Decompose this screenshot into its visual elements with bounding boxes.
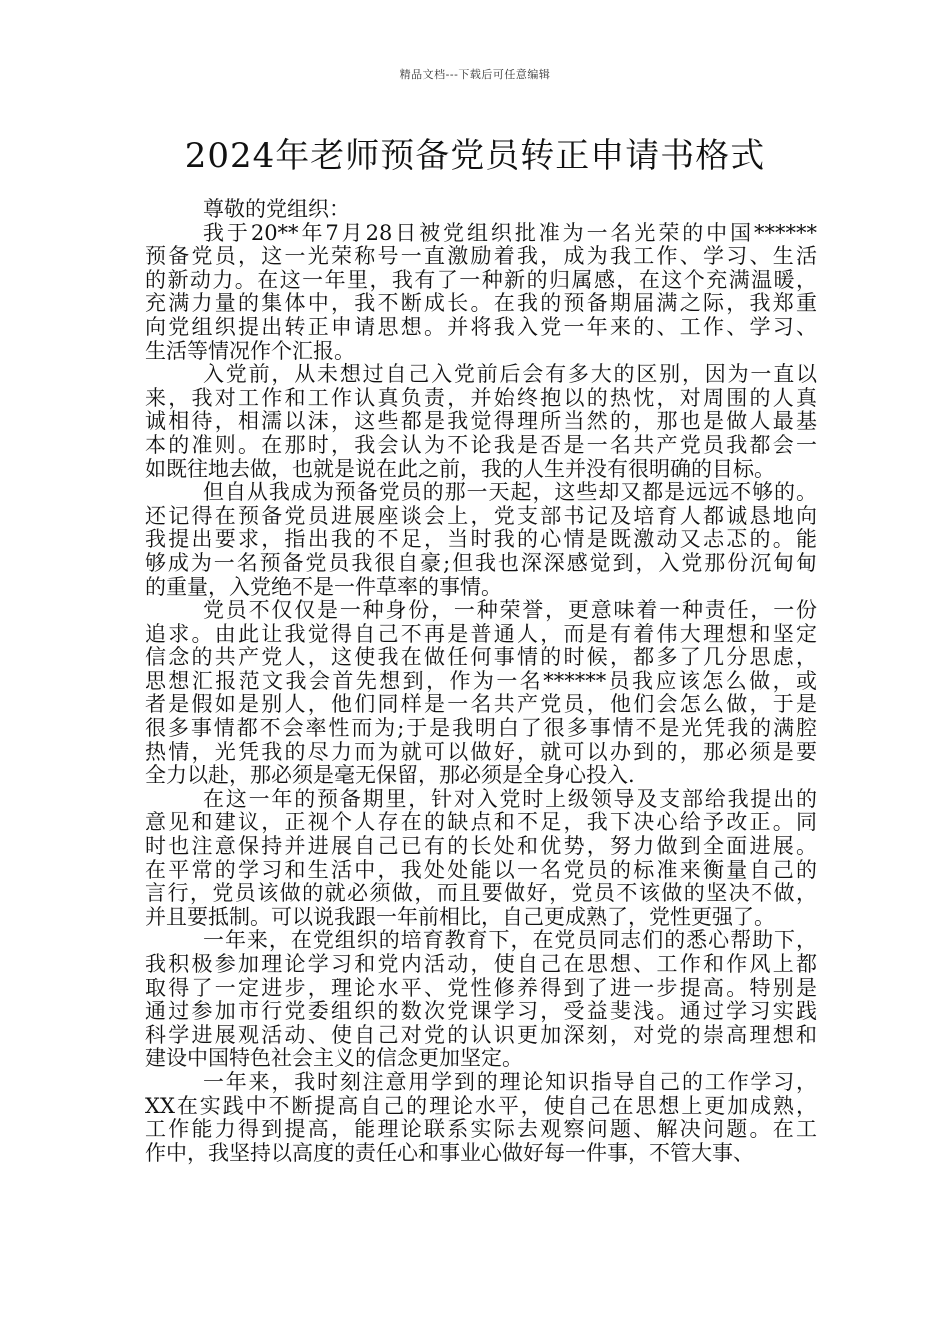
paragraph-line: 取得了一定进步，理论水平、党性修养得到了进一步提高。特别是 bbox=[145, 975, 817, 1000]
paragraph-line: 思想汇报范文我会首先想到，作为一名******员我应该怎么做，或 bbox=[145, 668, 817, 693]
paragraph-line: 但自从我成为预备党员的那一天起，这些却又都是远远不够的。 bbox=[203, 480, 817, 505]
paragraph-line: 如既往地去做，也就是说在此之前，我的人生并没有很明确的目标。 bbox=[145, 456, 775, 481]
paragraph bbox=[145, 363, 817, 481]
paragraph-line: 工作能力得到提高，能理论联系实际去观察问题、解决问题。在工 bbox=[145, 1117, 817, 1142]
paragraph-line: 向党组织提出转正申请思想。并将我入党一年来的、工作、学习、 bbox=[145, 314, 817, 339]
paragraph bbox=[145, 481, 817, 599]
paragraph-line: 我积极参加理论学习和党内活动，使自己在思想、工作和作风上都 bbox=[145, 952, 817, 976]
paragraph-line: 者是假如是别人，他们同样是一名共产党员，他们会怎么做，于是 bbox=[145, 692, 817, 717]
paragraph-line: 热情，光凭我的尽力而为就可以做好，就可以办到的，那必须是要 bbox=[145, 739, 817, 764]
document-title: 2024年老师预备党员转正申请书格式 bbox=[184, 136, 766, 176]
paragraph-line: 来，我对工作和工作认真负责，并始终抱以的热忱，对周围的人真 bbox=[145, 385, 817, 410]
paragraph-line: 充满力量的集体中，我不断成长。在我的预备期届满之际，我郑重 bbox=[145, 291, 817, 316]
paragraph-line: 全力以赴，那必须是毫无保留，那必须是全身心投入. bbox=[145, 763, 635, 788]
paragraph-line: 时也注意保持并进展自己已有的长处和优势，努力做到全面进展。 bbox=[145, 834, 817, 859]
paragraph bbox=[145, 788, 817, 930]
paragraph bbox=[145, 222, 817, 364]
paragraph-line: 本的准则。在那时，我会认为不论我是否是一名共产党员我都会一 bbox=[145, 432, 817, 457]
paragraph-line: 科学进展观活动、使自己对党的认识更加深刻，对党的崇高理想和 bbox=[145, 1022, 817, 1047]
paragraph-line: 通过参加市行党委组织的数次党课学习，受益斐浅。通过学习实践 bbox=[145, 999, 817, 1024]
paragraph-line: 入党前，从未想过自己入党前后会有多大的区别，因为一直以 bbox=[203, 362, 817, 387]
paragraph-line: 生活等情况作个汇报。 bbox=[145, 338, 355, 363]
paragraph-line: 言行，党员该做的就必须做，而且要做好，党员不该做的坚决不做， bbox=[145, 881, 817, 906]
paragraph-line: 在这一年的预备期里，针对入党时上级领导及支部给我提出的 bbox=[203, 786, 817, 811]
paragraph-line: 一年来，我时刻注意用学到的理论知识指导自己的工作学习， bbox=[203, 1069, 817, 1094]
paragraph-line: 我提出要求，指出我的不足，当时我的心情是既激动又忐忑的。能 bbox=[145, 527, 817, 552]
paragraph-line: 还记得在预备党员进展座谈会上，党支部书记及培育人都诚恳地向 bbox=[145, 503, 817, 528]
paragraph bbox=[145, 599, 817, 788]
paragraph-line: 够成为一名预备党员我很自豪;但我也深深感觉到，入党那份沉甸甸 bbox=[145, 550, 817, 575]
paragraph-line: 建设中国特色社会主义的信念更加坚定。 bbox=[145, 1046, 523, 1071]
paragraph bbox=[145, 1071, 817, 1165]
paragraph-line: 我于20**年7月28日被党组织批准为一名光荣的中国****** bbox=[203, 220, 817, 245]
paragraph-line: 意见和建议，正视个人存在的缺点和不足，我下决心给予改正。同 bbox=[145, 810, 817, 835]
paragraph-line: 一年来，在党组织的培育教育下，在党员同志们的悉心帮助下， bbox=[203, 928, 817, 953]
paragraph-line: 追求。由此让我觉得自己不再是普通人，而是有着伟大理想和坚定 bbox=[145, 621, 817, 646]
paragraph-line: 党员不仅仅是一种身份，一种荣誉，更意味着一种责任，一份 bbox=[203, 598, 817, 623]
paragraph-line: 信念的共产党人，这使我在做任何事情的时候，都多了几分思虑， bbox=[145, 645, 817, 670]
paragraph-line: 很多事情都不会率性而为;于是我明白了很多事情不是光凭我的满腔 bbox=[145, 716, 817, 741]
document-body bbox=[145, 198, 817, 1165]
paragraph-line: 作中，我坚持以高度的责任心和事业心做好每一件事，不管大事、 bbox=[145, 1140, 754, 1165]
paragraph-line: 预备党员，这一光荣称号一直激励着我，成为我工作、学习、生活 bbox=[145, 244, 817, 269]
paragraph-line: 并且要抵制。可以说我跟一年前相比，自己更成熟了，党性更强了。 bbox=[145, 904, 775, 929]
paragraph-line: XX在实践中不断提高自己的理论水平，使自己在思想上更加成熟， bbox=[145, 1093, 817, 1118]
paragraph bbox=[145, 929, 817, 1071]
paragraph-list bbox=[145, 222, 817, 1166]
paragraph-line: 的新动力。在这一年里，我有了一种新的归属感，在这个充满温暖， bbox=[145, 267, 817, 292]
paragraph-line: 在平常的学习和生活中，我处处能以一名党员的标准来衡量自己的 bbox=[145, 857, 817, 882]
header-note: 精品文档---下载后可任意编辑 bbox=[399, 68, 551, 81]
paragraph-line: 诚相待，相濡以沫，这些都是我觉得理所当然的，那也是做人最基 bbox=[145, 409, 817, 434]
paragraph-line: 的重量，入党绝不是一件草率的事情。 bbox=[145, 574, 502, 599]
salutation: 尊敬的党组织： bbox=[203, 197, 350, 221]
